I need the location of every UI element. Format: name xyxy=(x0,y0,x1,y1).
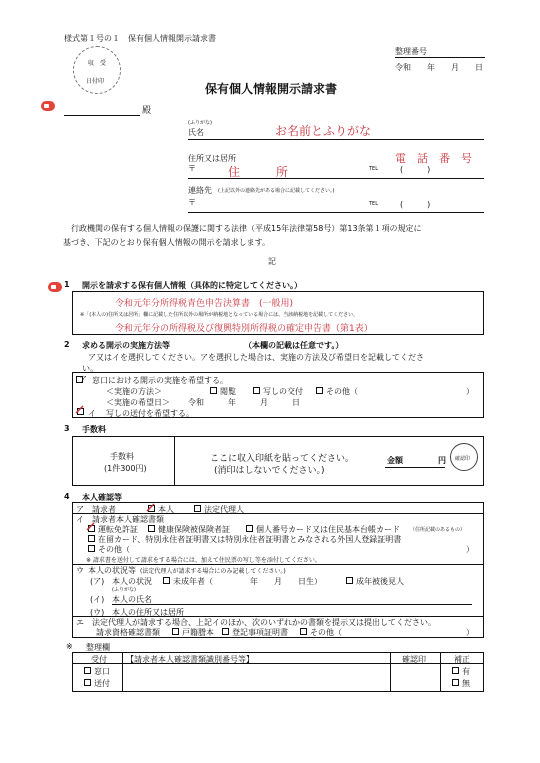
addressee-line[interactable] xyxy=(64,115,140,116)
e-other-label: その他（ xyxy=(310,628,342,637)
date-label: ＜実施の希望日＞ xyxy=(106,398,170,407)
page-title: 保有個人情報開示請求書 xyxy=(205,82,338,96)
addressee-suffix: 殿 xyxy=(142,106,152,116)
method-other-checkbox[interactable] xyxy=(316,387,323,394)
office-col-divider xyxy=(390,652,391,692)
mail-note: ※ 請求書を送付して請求をする場合には、加えて住民票の写し等を添付してください。 xyxy=(86,557,321,564)
name-label: 氏名 xyxy=(188,128,204,137)
section4-num: 4 xyxy=(64,492,70,501)
doc-residence-label: 在留カード、特別永住者証明書又は特別永住者証明書とみなされる外国人登録証明書 xyxy=(98,535,402,544)
date-value[interactable]: 令和 年 月 日 xyxy=(188,398,300,407)
method-copy-checkbox[interactable] xyxy=(253,387,260,394)
fee-value: (1件300円) xyxy=(104,464,147,473)
s4-u-mark: ウ xyxy=(76,566,84,575)
amount-underline[interactable] xyxy=(385,467,445,468)
method-label: ＜実施の方法＞ xyxy=(106,387,162,396)
s4-e-mark: エ xyxy=(76,618,84,627)
postal-mark: 〒 xyxy=(188,164,196,173)
section1-note: ※「(本人の)住所又は居所」欄に記載した住所以外の場所が納税地となっている場合には、当該納税地を記載してください。 xyxy=(80,312,359,318)
contact-underline xyxy=(188,212,484,213)
section2-desc-2: い。 xyxy=(82,364,98,373)
office-yes-checkbox[interactable] xyxy=(452,667,459,674)
postal-mark-2: 〒 xyxy=(188,198,196,207)
address-underline xyxy=(188,178,484,179)
s4-u-note: (法定代理人が請求する場合にのみ記載してください。) xyxy=(140,568,286,575)
office-madoguchi-label: 窓口 xyxy=(94,667,110,676)
section1-num: 1 xyxy=(64,280,70,289)
office-col-kakunin: 確認印 xyxy=(402,655,426,664)
tel-label-2: TEL xyxy=(369,201,378,207)
doc-residence-checkbox[interactable] xyxy=(88,535,95,542)
intro-line-1: 行政機関の保有する個人情報の保護に関する法律（平成15年法律第58号）第13条第１項の規定に xyxy=(71,224,422,233)
e-other-checkbox[interactable] xyxy=(300,628,307,635)
doc-license-check-icon xyxy=(86,522,95,531)
tel-parens-2: ( ) xyxy=(400,200,431,209)
s4-u3-label: 本人の住所又は居所 xyxy=(112,608,184,617)
name-value[interactable]: お名前とふりがな xyxy=(275,124,372,138)
doc-insurance-checkbox[interactable] xyxy=(148,525,155,532)
guardian-checkbox[interactable] xyxy=(346,577,353,584)
requester-self-label: 本人 xyxy=(158,505,174,514)
s4-e-label: 請求資格確認書類 xyxy=(96,628,160,637)
s4-e-text: 法定代理人が請求する場合、上記イのほか、次のいずれかの書類を提示又は提出してください。 xyxy=(92,618,436,627)
koseki-label: 戸籍謄本 xyxy=(182,628,214,637)
method-other-close: ） xyxy=(466,387,474,396)
minor-checkbox[interactable] xyxy=(163,577,170,584)
doc-other-label: その他（ xyxy=(98,545,130,554)
doc-other-checkbox[interactable] xyxy=(88,545,95,552)
contact-note: (上記以外の連絡先がある場合に記載してください。) xyxy=(218,188,335,194)
ki-label: 記 xyxy=(268,257,276,266)
doc-mynumber-label: 個人番号カード又は住民基本台帳カード xyxy=(256,525,400,534)
section1-item-1[interactable]: 令和元年分所得税青色申告決算書 (一般用) xyxy=(115,299,294,309)
option-a-mark: ア xyxy=(79,375,87,384)
address-label: 住所又は居所 xyxy=(188,154,236,163)
office-sofu-label: 送付 xyxy=(94,679,110,688)
section2-heading-optional: （本欄の記載は任意です。） xyxy=(244,341,344,350)
contact-label: 連絡先 xyxy=(188,186,212,195)
minor-label: 未成年者（ xyxy=(173,577,213,586)
minor-birthdate[interactable]: 年 月 日生） xyxy=(250,577,322,586)
method-etsuran-label: 閲覧 xyxy=(220,387,236,396)
confirm-stamp-text: 確認印 xyxy=(455,456,471,462)
s4-i-label: 請求者本人確認書類 xyxy=(92,515,164,524)
section2-desc-1: ア又はイを選択してください。アを選択した場合は、実施の方法及び希望日を記載してくださ xyxy=(88,353,424,362)
seiri-number-label: 整理番号 xyxy=(395,47,427,56)
doc-insurance-label: 健康保険被保険者証 xyxy=(158,525,230,534)
s4-u3-mark: (ウ) xyxy=(90,608,105,617)
s4-u-label: 本人の状況等 xyxy=(88,566,136,575)
doc-other-close: ） xyxy=(466,545,474,554)
registry-label: 登記事項証明書 xyxy=(232,628,288,637)
name-underline xyxy=(188,139,484,140)
s4-a-label: 請求者 xyxy=(92,505,116,514)
seiri-number-line xyxy=(395,57,485,58)
phone-value[interactable]: 電 話 番 号 xyxy=(395,152,472,165)
option-i-check-icon xyxy=(75,405,84,414)
option-a-text: 窓口における開示の実施を希望する。 xyxy=(92,376,228,385)
method-etsuran-checkbox[interactable] xyxy=(210,387,217,394)
s4-u2-furigana: (ふりがな) xyxy=(112,587,136,593)
option-i-mark: イ xyxy=(88,409,96,418)
section-marker-icon xyxy=(41,101,55,111)
fee-label: 手数料 xyxy=(110,452,134,461)
s4-i-mark: イ xyxy=(76,515,84,524)
stamp-instruction-1: ここに収入印紙を貼ってください。 xyxy=(210,454,355,464)
office-madoguchi-checkbox[interactable] xyxy=(84,667,91,674)
tel-parens: ( ) xyxy=(400,165,431,174)
intro-line-2: 基づき、下記のとおり保有個人情報の開示を請求します。 xyxy=(63,238,271,247)
stamp-instruction-2[interactable]: (消印はしないでください。) xyxy=(214,466,325,476)
s4-u1-mark: (ア) xyxy=(90,577,105,586)
office-col-divider xyxy=(440,652,441,692)
koseki-checkbox[interactable] xyxy=(172,628,179,635)
section2-heading: 求める開示の実施方法等 xyxy=(82,341,170,350)
method-copy-label: 写しの交付 xyxy=(263,387,303,396)
receipt-stamp-circle xyxy=(73,46,121,94)
office-heading: 整理欄 xyxy=(86,643,110,652)
section2-num: 2 xyxy=(64,340,70,349)
office-mark: ※ xyxy=(66,642,73,651)
fee-divider xyxy=(174,436,175,486)
tel-label: TEL xyxy=(369,166,378,172)
form-id: 様式第１号の１ 保有個人情報開示請求書 xyxy=(64,34,216,43)
furigana-label: (ふりがな) xyxy=(188,120,212,126)
receipt-stamp-text-2: 日付印 xyxy=(86,78,105,85)
doc-license-label: 運転免許証 xyxy=(98,525,138,534)
requester-agent-label: 法定代理人 xyxy=(204,505,244,514)
office-col-doc-no: 【請求者本人確認書類識別番号等】 xyxy=(126,655,254,664)
office-no-label: 無 xyxy=(462,679,470,688)
office-col-divider xyxy=(122,652,123,692)
principal-name-line[interactable] xyxy=(112,604,472,605)
method-other-label: その他（ xyxy=(326,387,358,396)
option-i-text: 写しの送付を希望する。 xyxy=(106,409,194,418)
requester-agent-checkbox[interactable] xyxy=(194,505,201,512)
doc-mynumber-note: （住所記載のあるもの） xyxy=(410,527,466,533)
date-line: 令和 年 月 日 xyxy=(395,63,483,72)
amount-label: 金額 xyxy=(387,456,403,465)
doc-mynumber-checkbox[interactable] xyxy=(246,525,253,532)
office-col-hosei: 補正 xyxy=(454,655,470,664)
s4-a-mark: ア xyxy=(76,505,84,514)
e-other-close: ） xyxy=(466,628,474,637)
s4-u1-label: 本人の状況 xyxy=(112,577,152,586)
guardian-label: 成年被後見人 xyxy=(356,577,404,586)
section3-heading: 手数料 xyxy=(82,425,106,434)
requester-self-check-icon xyxy=(146,503,155,512)
registry-checkbox[interactable] xyxy=(222,628,229,635)
section3-num: 3 xyxy=(64,424,70,433)
office-yes-label: 有 xyxy=(462,667,470,676)
office-no-checkbox[interactable] xyxy=(452,679,459,686)
s4-u2-mark: (イ) xyxy=(90,595,105,604)
receipt-stamp-text-1: 収 受 xyxy=(88,60,107,67)
s4-u2-label: 本人の氏名 xyxy=(112,595,152,604)
office-col-uketsuke: 受付 xyxy=(91,655,107,664)
office-sofu-checkbox[interactable] xyxy=(84,679,91,686)
section1-item-2[interactable]: 令和元年分の所得税及び復興特別所得税の確定申告書（第1表） xyxy=(115,324,373,334)
amount-unit: 円 xyxy=(438,456,446,465)
address-value[interactable]: 住 所 xyxy=(228,165,289,179)
section-marker-icon xyxy=(48,282,62,292)
section4-heading: 本人確認等 xyxy=(82,493,122,502)
section1-heading: 開示を請求する保有個人情報（具体的に特定してください。） xyxy=(82,281,302,290)
